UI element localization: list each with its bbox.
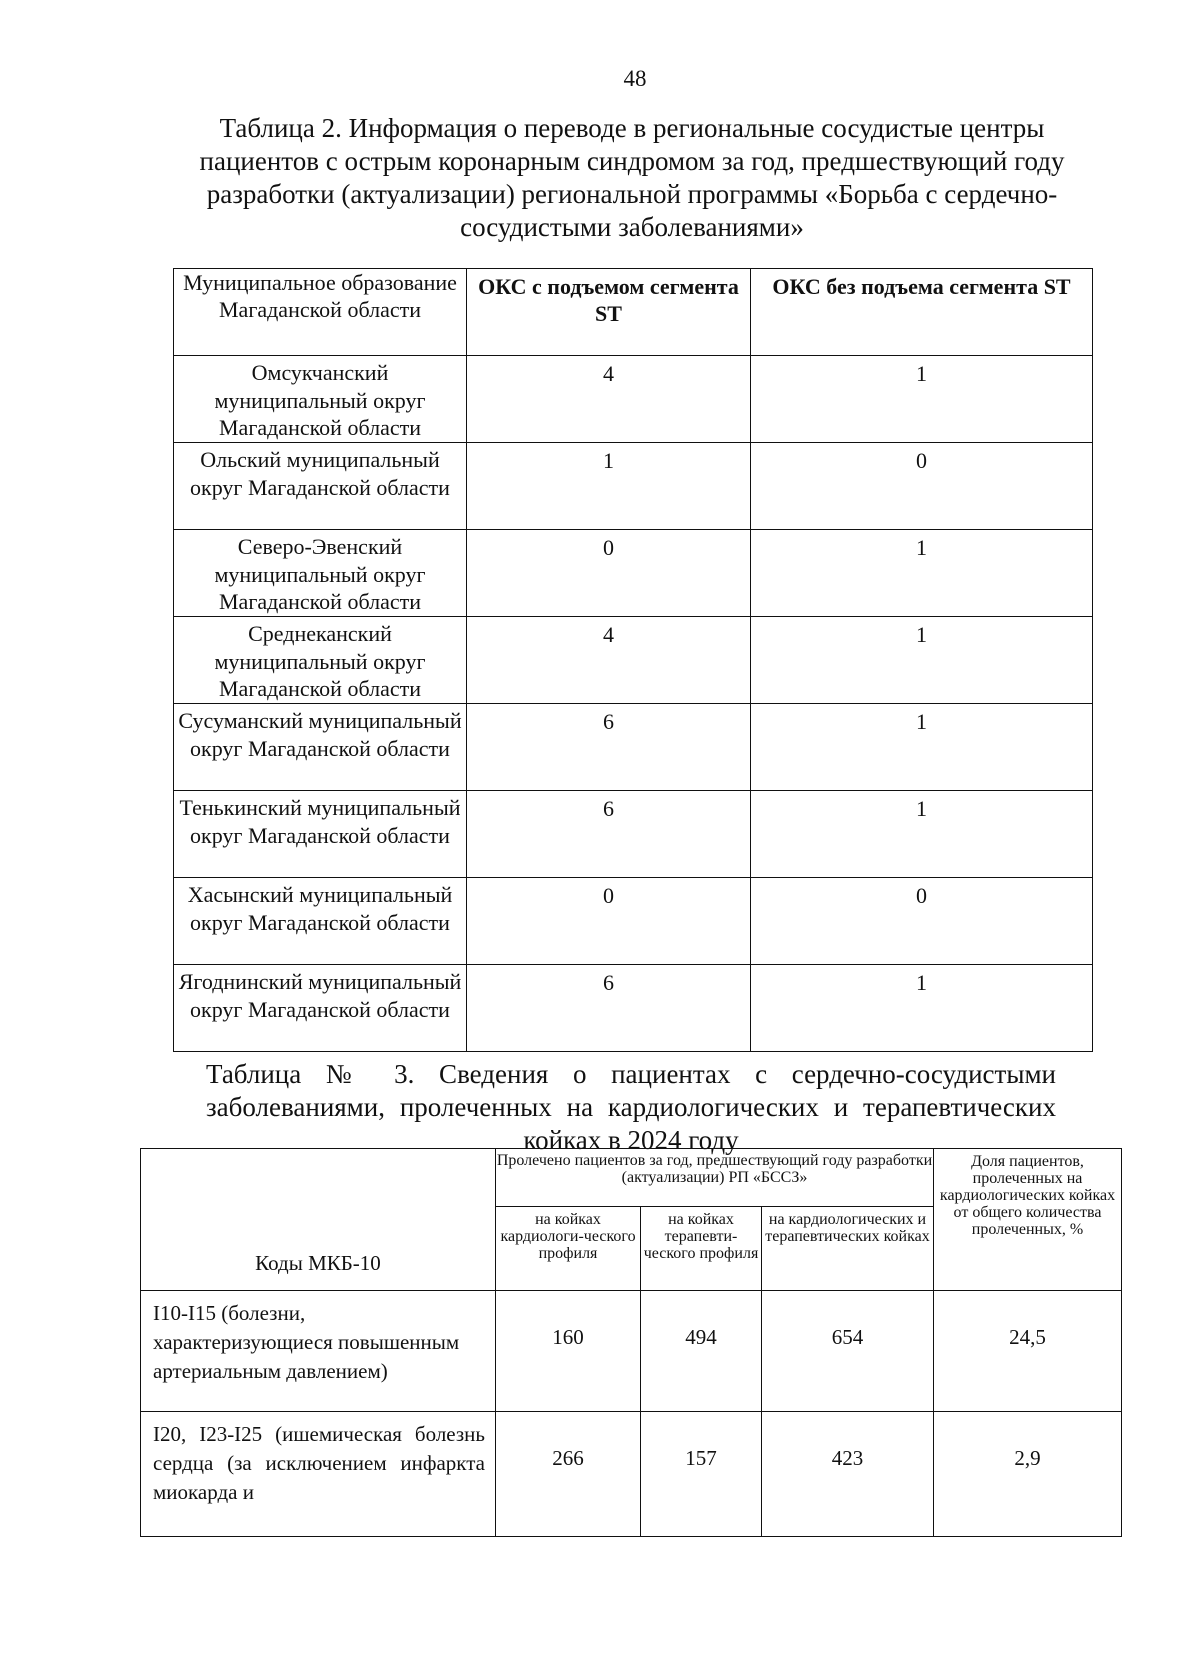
- stemi-cell: 6: [467, 965, 751, 1052]
- municipality-cell: Тенькинский муниципальный округ Магаданской области: [174, 791, 467, 878]
- stemi-cell: 1: [467, 443, 751, 530]
- table2-header-stemi: ОКС с подъемом сегмента ST: [467, 269, 751, 356]
- cardio-cell: 266: [496, 1412, 641, 1537]
- table3-header-row: [141, 1149, 1122, 1207]
- table3-title: Таблица № 3. Сведения о пациентах с сердечно-сосудистыми заболеваниями, пролеченных на кардиологических и терапевтических койках в 2024 году: [206, 1059, 1056, 1155]
- table3-header-treated-group: Пролечено пациентов за год, предшествующий году разработки (актуализации) РП «БССЗ»: [496, 1149, 934, 1207]
- table3-header-share: Доля пациентов, пролеченных на кардиологических койках от общего количества пролеченных, %: [934, 1149, 1122, 1291]
- table2-title: Таблица 2. Информация о переводе в региональные сосудистые центры пациентов с острым коронарным синдромом за год, предшествующий году разработки (актуализации) региональной программы «Борьба с сердечно-сосудистыми заболеваниями»: [199, 113, 1065, 242]
- icd-code-cell: I10-I15 (болезни, характеризующиеся повышенным артериальным давлением): [141, 1291, 496, 1412]
- share-cell: 24,5: [934, 1291, 1122, 1412]
- table-row: [174, 965, 1093, 1052]
- stemi-cell: 6: [467, 791, 751, 878]
- table-row: [174, 530, 1093, 617]
- stemi-cell: 6: [467, 704, 751, 791]
- municipality-cell: Среднеканский муниципальный округ Магаданской области: [174, 617, 467, 704]
- table3-header-cardio: на койках кардиологи-ческого профиля: [496, 1207, 641, 1291]
- table3-header-codes: Коды МКБ-10: [141, 1149, 496, 1291]
- table2-header-municipality: Муниципальное образование Магаданской области: [174, 269, 467, 356]
- stemi-cell: 4: [467, 617, 751, 704]
- table3-header-both: на кардиологических и терапевтических койках: [762, 1207, 934, 1291]
- stemi-cell: 4: [467, 356, 751, 443]
- table-row: [174, 617, 1093, 704]
- therapy-cell: 494: [641, 1291, 762, 1412]
- table-row: [141, 1291, 1122, 1412]
- table3-header-therapy: на койках терапевти-ческого профиля: [641, 1207, 762, 1291]
- table2: [173, 268, 1093, 1052]
- page-number: 48: [623, 66, 647, 91]
- both-cell: 423: [762, 1412, 934, 1537]
- nstemi-cell: 1: [751, 791, 1093, 878]
- table-row: [174, 356, 1093, 443]
- both-cell: 654: [762, 1291, 934, 1412]
- table2-header-row: [174, 269, 1093, 356]
- table-row: [174, 791, 1093, 878]
- table2-header-nstemi: ОКС без подъема сегмента ST: [751, 269, 1093, 356]
- stemi-cell: 0: [467, 878, 751, 965]
- municipality-cell: Северо-Эвенский муниципальный округ Магаданской области: [174, 530, 467, 617]
- table-row: [174, 704, 1093, 791]
- municipality-cell: Хасынский муниципальный округ Магаданской области: [174, 878, 467, 965]
- nstemi-cell: 1: [751, 356, 1093, 443]
- therapy-cell: 157: [641, 1412, 762, 1537]
- table-row: [174, 878, 1093, 965]
- nstemi-cell: 0: [751, 443, 1093, 530]
- table-row: [141, 1412, 1122, 1537]
- nstemi-cell: 1: [751, 617, 1093, 704]
- municipality-cell: Ягоднинский муниципальный округ Магаданской области: [174, 965, 467, 1052]
- nstemi-cell: 0: [751, 878, 1093, 965]
- cardio-cell: 160: [496, 1291, 641, 1412]
- municipality-cell: Сусуманский муниципальный округ Магаданской области: [174, 704, 467, 791]
- nstemi-cell: 1: [751, 530, 1093, 617]
- municipality-cell: Омсукчанский муниципальный округ Магаданской области: [174, 356, 467, 443]
- municipality-cell: Ольский муниципальный округ Магаданской области: [174, 443, 467, 530]
- nstemi-cell: 1: [751, 704, 1093, 791]
- icd-code-cell: I20, I23-I25 (ишемическая болезнь сердца (за исключением инфаркта миокарда и: [141, 1412, 496, 1537]
- share-cell: 2,9: [934, 1412, 1122, 1537]
- stemi-cell: 0: [467, 530, 751, 617]
- table-row: [174, 443, 1093, 530]
- table3: [140, 1148, 1122, 1537]
- nstemi-cell: 1: [751, 965, 1093, 1052]
